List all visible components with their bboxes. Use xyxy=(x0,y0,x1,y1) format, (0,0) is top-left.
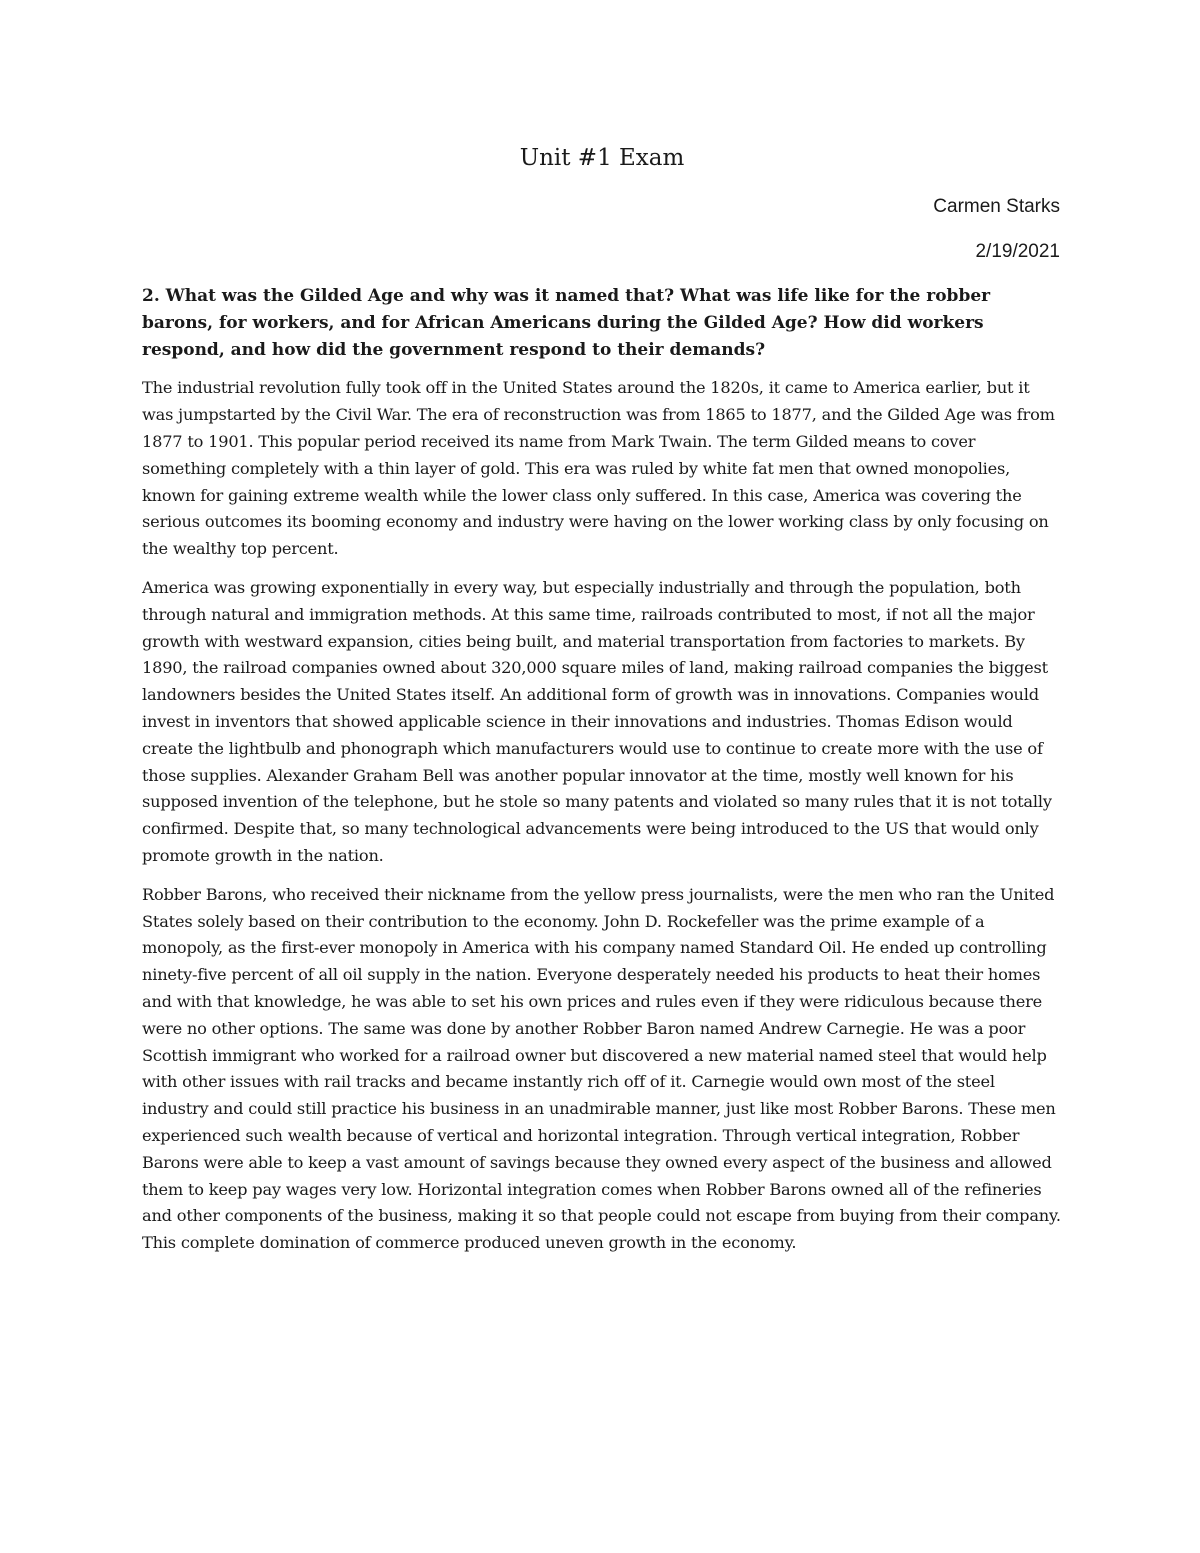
paragraph-3: Robber Barons, who received their nickname from the yellow press journalists, were the men who ran the United States solely based on their contribution to the economy. John D. Rockefeller was the prime example of a monopoly, as the first-ever monopoly in America with his company named Standard Oil. He ended up controlling ninety-five percent of all oil supply in the nation. Everyone desperately needed his products to heat their homes and with that knowledge, he was able to set his own prices and rules even if they were ridiculous because there were no other options. The same was done by another Robber Baron named Andrew Carnegie. He was a poor Scottish immigrant who worked for a railroad owner but discovered a new material named steel that would help with other issues with rail tracks and became instantly rich off of it. Carnegie would own most of the steel industry and could still practice his business in an unadmirable manner, just like most Robber Barons. These men experienced such wealth because of vertical and horizontal integration. Through vertical integration, Robber Barons were able to keep a vast amount of savings because they owned every aspect of the business and allowed them to keep pay wages very low. Horizontal integration comes when Robber Barons owned all of the refineries and other components of the business, making it so that people could not escape from buying from their company. This complete domination of commerce produced uneven growth in the economy. xyxy=(142,884,1061,1253)
document-date: 2/19/2021 xyxy=(975,241,1060,262)
exam-question: 2. What was the Gilded Age and why was it named that? What was life like for the robber barons, for workers, and for African Americans during the Gilded Age? How did workers respond, and how did the government respond to their demands? xyxy=(142,286,991,360)
page-title: Unit #1 Exam xyxy=(519,145,685,171)
author-name: Carmen Starks xyxy=(933,196,1060,217)
document-body xyxy=(142,283,1062,1269)
paragraph-1: The industrial revolution fully took off in the United States around the 1820s, it came to America earlier, but it was jumpstarted by the Civil War. The era of reconstruction was from 1865 to 1877, and the Gilded Age was from 1877 to 1901. This popular period received its name from Mark Twain. The term Gilded means to cover something completely with a thin layer of gold. This era was ruled by white fat men that owned monopolies, known for gaining extreme wealth while the lower class only suffered. In this case, America was covering the serious outcomes its booming economy and industry were having on the lower working class by only focusing on the wealthy top percent. xyxy=(142,378,1055,559)
paragraph-2: America was growing exponentially in every way, but especially industrially and through the population, both through natural and immigration methods. At this same time, railroads contributed to most, if not all the major growth with westward expansion, cities being built, and material transportation from factories to markets. By 1890, the railroad companies owned about 320,000 square miles of land, making railroad companies the biggest landowners besides the United States itself. An additional form of growth was in innovations. Companies would invest in inventors that showed applicable science in their innovations and industries. Thomas Edison would create the lightbulb and phonograph which manufacturers would use to continue to create more with the use of those supplies. Alexander Graham Bell was another popular innovator at the time, mostly well known for his supposed invention of the telephone, but he stole so many patents and violated so many rules that it is not totally confirmed. Despite that, so many technological advancements were being introduced to the US that would only promote growth in the nation. xyxy=(142,577,1052,865)
